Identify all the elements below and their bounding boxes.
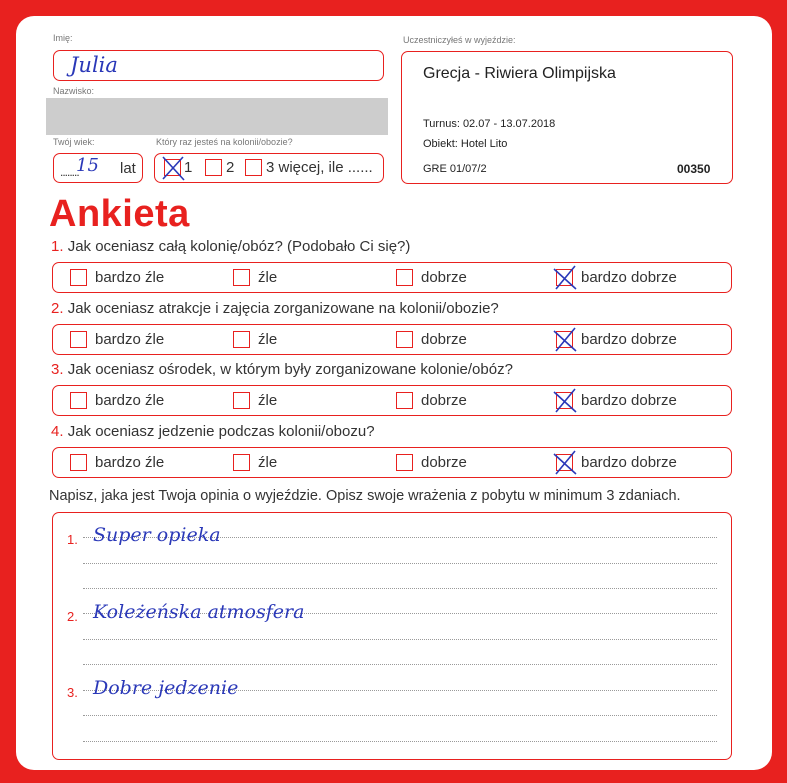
answer-checkbox[interactable] — [233, 269, 250, 286]
answer-checkbox[interactable] — [233, 331, 250, 348]
opinion-text: Dobre jedzenie — [93, 677, 239, 699]
answer-label: źle — [258, 454, 278, 471]
question-1 — [51, 238, 410, 255]
answer-row-3 — [52, 385, 732, 416]
check-mark-icon — [552, 327, 578, 353]
name-value: Julia — [70, 53, 118, 77]
survey-title: Ankieta — [49, 193, 190, 235]
trip-number: 00350 — [677, 162, 711, 176]
writing-line — [83, 588, 717, 589]
trip-turnus: Turnus: 02.07 - 13.07.2018 — [423, 118, 556, 130]
answer-checkbox[interactable] — [556, 331, 573, 348]
name-field[interactable] — [53, 50, 384, 81]
answer-label: bardzo źle — [95, 454, 165, 471]
writing-line — [83, 741, 717, 742]
opinion-number: 2. — [67, 609, 78, 624]
answer-label: dobrze — [421, 331, 467, 348]
answer-checkbox[interactable] — [233, 454, 250, 471]
answer-row-4 — [52, 447, 732, 478]
times-option-3: 3 więcej, ile ...... — [266, 159, 373, 176]
answer-row-2 — [52, 324, 732, 355]
question-number: 4. — [51, 423, 64, 440]
check-mark-icon — [552, 388, 578, 414]
answer-label: bardzo dobrze — [581, 269, 677, 286]
writing-line — [83, 664, 717, 665]
writing-line — [83, 715, 717, 716]
answer-label: bardzo dobrze — [581, 392, 677, 409]
times-checkbox-1[interactable] — [164, 159, 181, 176]
answer-label: bardzo źle — [95, 392, 165, 409]
answer-label: bardzo źle — [95, 331, 165, 348]
question-text: Jak oceniasz całą kolonię/obóz? (Podobało Ci się?) — [67, 238, 411, 255]
trip-title: Grecja - Riwiera Olimpijska — [423, 65, 616, 82]
times-option-1: 1 — [184, 159, 193, 176]
answer-checkbox[interactable] — [233, 392, 250, 409]
age-dots: ........ — [60, 165, 79, 179]
question-text: Jak oceniasz jedzenie podczas kolonii/obozu? — [67, 423, 375, 440]
question-text: Jak oceniasz atrakcje i zajęcia zorganizowane na kolonii/obozie? — [67, 300, 499, 317]
answer-label: dobrze — [421, 454, 467, 471]
question-2 — [51, 300, 499, 317]
answer-checkbox[interactable] — [70, 392, 87, 409]
answer-label: źle — [258, 392, 278, 409]
answer-checkbox[interactable] — [70, 269, 87, 286]
answer-checkbox[interactable] — [396, 331, 413, 348]
answer-checkbox[interactable] — [396, 392, 413, 409]
answer-label: źle — [258, 269, 278, 286]
survey-sheet — [16, 16, 772, 770]
times-checkbox-2[interactable] — [205, 159, 222, 176]
times-option-2: 2 — [226, 159, 235, 176]
opinion-number: 3. — [67, 685, 78, 700]
trip-label: Uczestniczyłeś w wyjeździe: — [403, 35, 516, 45]
question-text: Jak oceniasz ośrodek, w którym były zorganizowane kolonie/obóz? — [67, 361, 513, 378]
times-field — [154, 153, 384, 183]
answer-label: bardzo dobrze — [581, 331, 677, 348]
answer-checkbox[interactable] — [396, 269, 413, 286]
opinion-box[interactable] — [52, 512, 732, 760]
trip-code: GRE 01/07/2 — [423, 163, 487, 175]
age-field[interactable] — [53, 153, 143, 183]
answer-checkbox[interactable] — [396, 454, 413, 471]
times-checkbox-3[interactable] — [245, 159, 262, 176]
question-number: 1. — [51, 238, 64, 255]
question-number: 2. — [51, 300, 64, 317]
opinion-prompt: Napisz, jaka jest Twoja opinia o wyjeździe. Opisz swoje wrażenia z pobytu w minimum 3 zdaniach. — [49, 488, 681, 504]
answer-checkbox[interactable] — [556, 454, 573, 471]
check-mark-icon — [160, 155, 186, 181]
question-4 — [51, 423, 375, 440]
answer-label: bardzo dobrze — [581, 454, 677, 471]
question-number: 3. — [51, 361, 64, 378]
answer-label: dobrze — [421, 269, 467, 286]
opinion-text: Super opieka — [93, 524, 221, 546]
age-label: Twój wiek: — [53, 137, 95, 147]
age-value: 15 — [76, 155, 99, 176]
answer-label: źle — [258, 331, 278, 348]
opinion-text: Koleżeńska atmosfera — [93, 601, 305, 623]
surname-label: Nazwisko: — [53, 86, 95, 96]
question-3 — [51, 361, 513, 378]
surname-redacted — [46, 98, 388, 135]
answer-row-1 — [52, 262, 732, 293]
writing-line — [83, 639, 717, 640]
times-label: Który raz jesteś na kolonii/obozie? — [156, 137, 293, 147]
trip-obiekt: Obiekt: Hotel Lito — [423, 138, 508, 150]
answer-checkbox[interactable] — [556, 269, 573, 286]
answer-label: bardzo źle — [95, 269, 165, 286]
writing-line — [83, 563, 717, 564]
answer-checkbox[interactable] — [70, 331, 87, 348]
check-mark-icon — [552, 265, 578, 291]
age-unit: lat — [120, 160, 136, 177]
answer-checkbox[interactable] — [556, 392, 573, 409]
check-mark-icon — [552, 450, 578, 476]
answer-checkbox[interactable] — [70, 454, 87, 471]
answer-label: dobrze — [421, 392, 467, 409]
trip-box — [401, 51, 733, 184]
name-label: Imię: — [53, 33, 73, 43]
opinion-number: 1. — [67, 532, 78, 547]
